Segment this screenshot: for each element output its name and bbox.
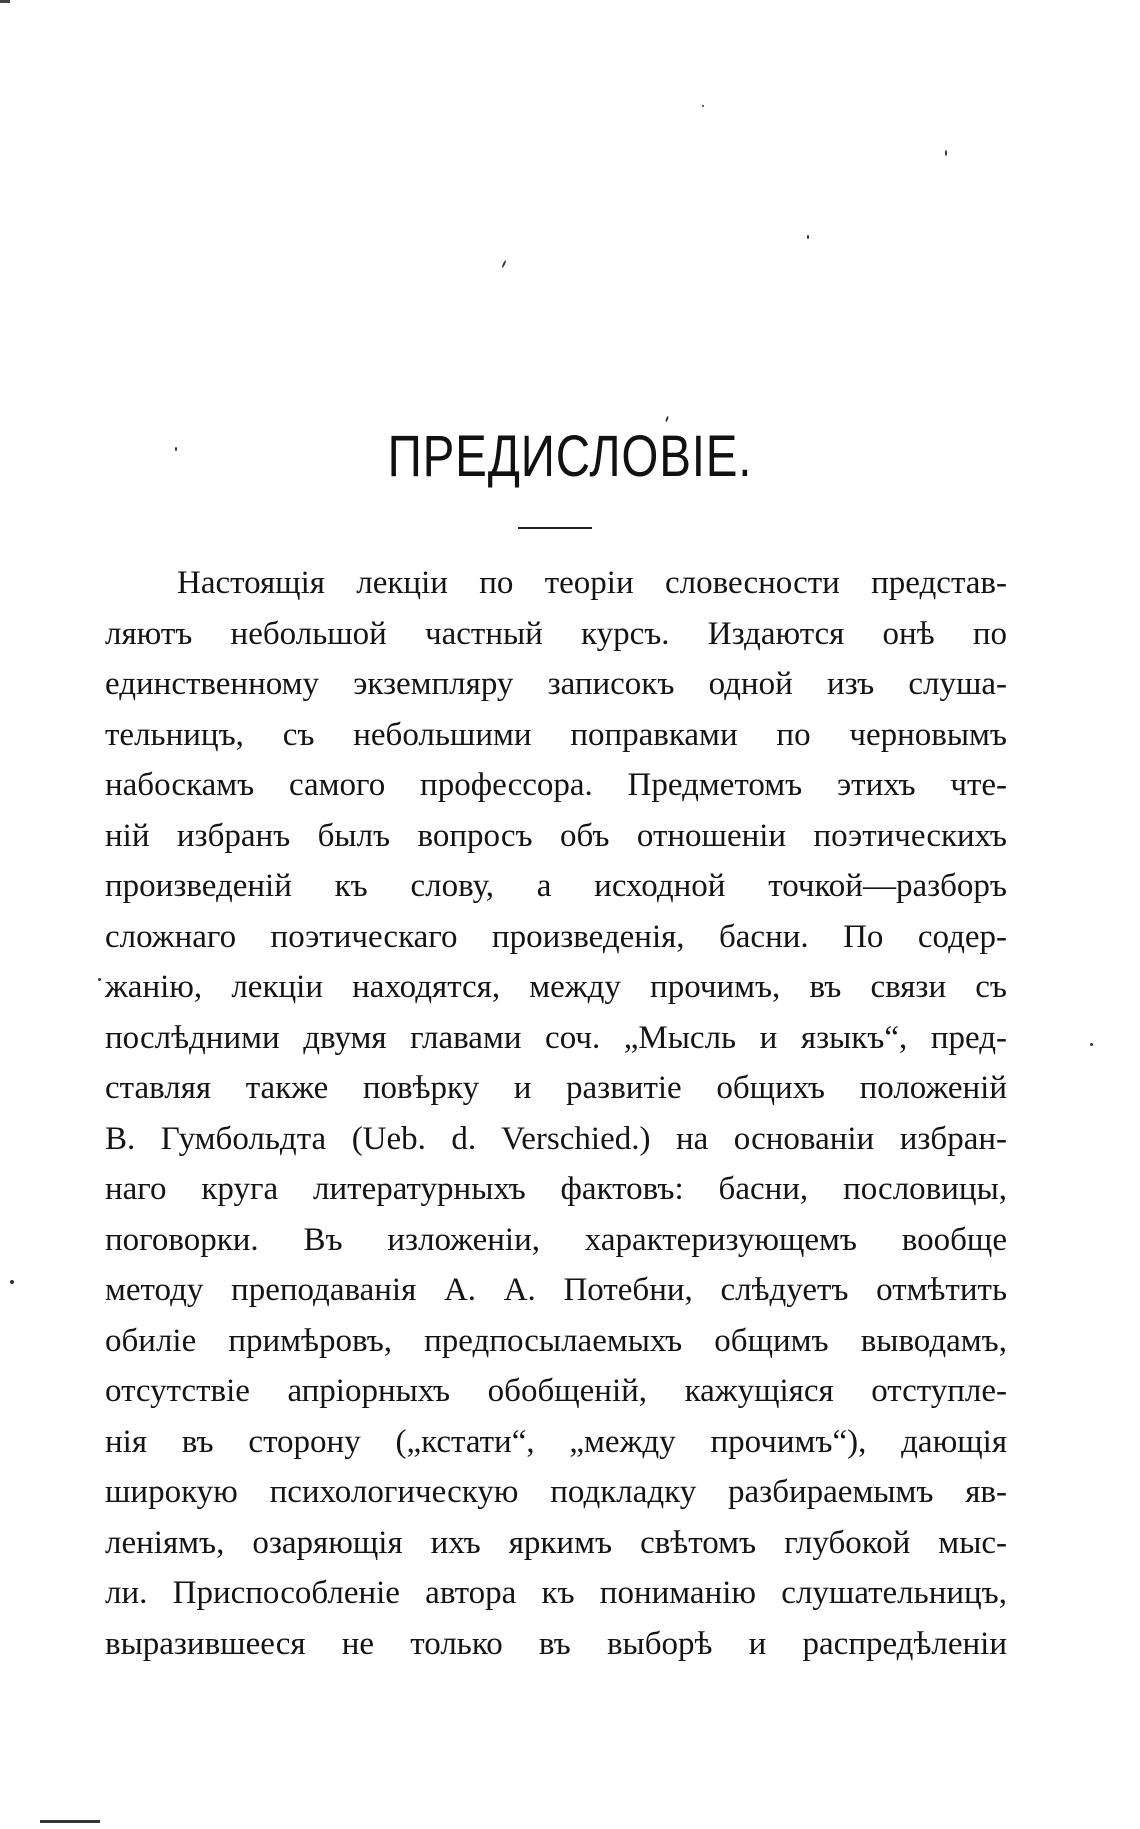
- text-line: отсутствіе апріорныхъ обобщеній, кажущіяся отступле-: [105, 1373, 1007, 1409]
- text-line: ляютъ небольшой частный курсъ. Издаются онѣ по: [105, 615, 1007, 652]
- text-line: ставляя также повѣрку и развитіе общихъ положеній: [105, 1070, 1007, 1106]
- text-line: жанію, лекціи находятся, между прочимъ, въ связи съ: [105, 969, 1007, 1005]
- text-line: тельницъ, съ небольшими поправками по черновымъ: [105, 716, 1007, 753]
- text-line: Настоящія лекціи по теоріи словесности представ-: [177, 565, 1007, 601]
- scan-speck: [10, 1280, 14, 1284]
- text-line: ній избранъ былъ вопросъ объ отношеніи поэтическихъ: [105, 817, 1007, 854]
- scan-speck: [702, 105, 704, 107]
- preface-paragraph: [105, 558, 1007, 1669]
- text-line: ли. Приспособленіе автора къ пониманію слушательницъ,: [105, 1575, 1007, 1611]
- scan-edge-mark: [40, 1820, 100, 1823]
- text-line: выразившееся не только въ выборѣ и распредѣленіи: [105, 1625, 1007, 1662]
- text-line: произведеній къ слову, а исходной точкой—разборъ: [105, 868, 1007, 904]
- scan-edge-mark: [0, 0, 10, 3]
- text-line: поговорки. Въ изложеніи, характеризующемъ вообще: [105, 1221, 1007, 1258]
- scan-speck: [945, 150, 947, 156]
- text-line: обиліе примѣровъ, предпосылаемыхъ общимъ выводамъ,: [105, 1322, 1007, 1359]
- text-line: наго круга литературныхъ фактовъ: басни, пословицы,: [105, 1171, 1007, 1207]
- scan-speck: [501, 260, 506, 268]
- page-title: ПРЕДИСЛОВІЕ.: [387, 424, 753, 489]
- scan-speck: [665, 416, 669, 422]
- text-line: сложнаго поэтическаго произведенія, басни. По содер-: [105, 918, 1007, 955]
- text-line: единственному экземпляру записокъ одной изъ слуша-: [105, 666, 1007, 702]
- scan-speck: [1090, 1043, 1093, 1046]
- text-line: набоскамъ самого профессора. Предметомъ этихъ чте-: [105, 767, 1007, 803]
- text-line: леніямъ, озаряющія ихъ яркимъ свѣтомъ глубокой мыс-: [105, 1524, 1007, 1561]
- text-line: широкую психологическую подкладку разбираемымъ яв-: [105, 1474, 1007, 1510]
- scan-speck: [807, 235, 809, 239]
- title-divider: [518, 527, 592, 529]
- text-line: нія въ сторону („кстати“, „между прочимъ“), дающія: [105, 1423, 1007, 1460]
- text-line: послѣдними двумя главами соч. „Мысль и языкъ“, пред-: [105, 1019, 1007, 1056]
- text-line: В. Гумбольдта (Ueb. d. Verschied.) на основаніи избран-: [105, 1120, 1007, 1157]
- scan-speck: [98, 978, 101, 981]
- text-line: методу преподаванія А. А. Потебни, слѣдуетъ отмѣтить: [105, 1272, 1007, 1308]
